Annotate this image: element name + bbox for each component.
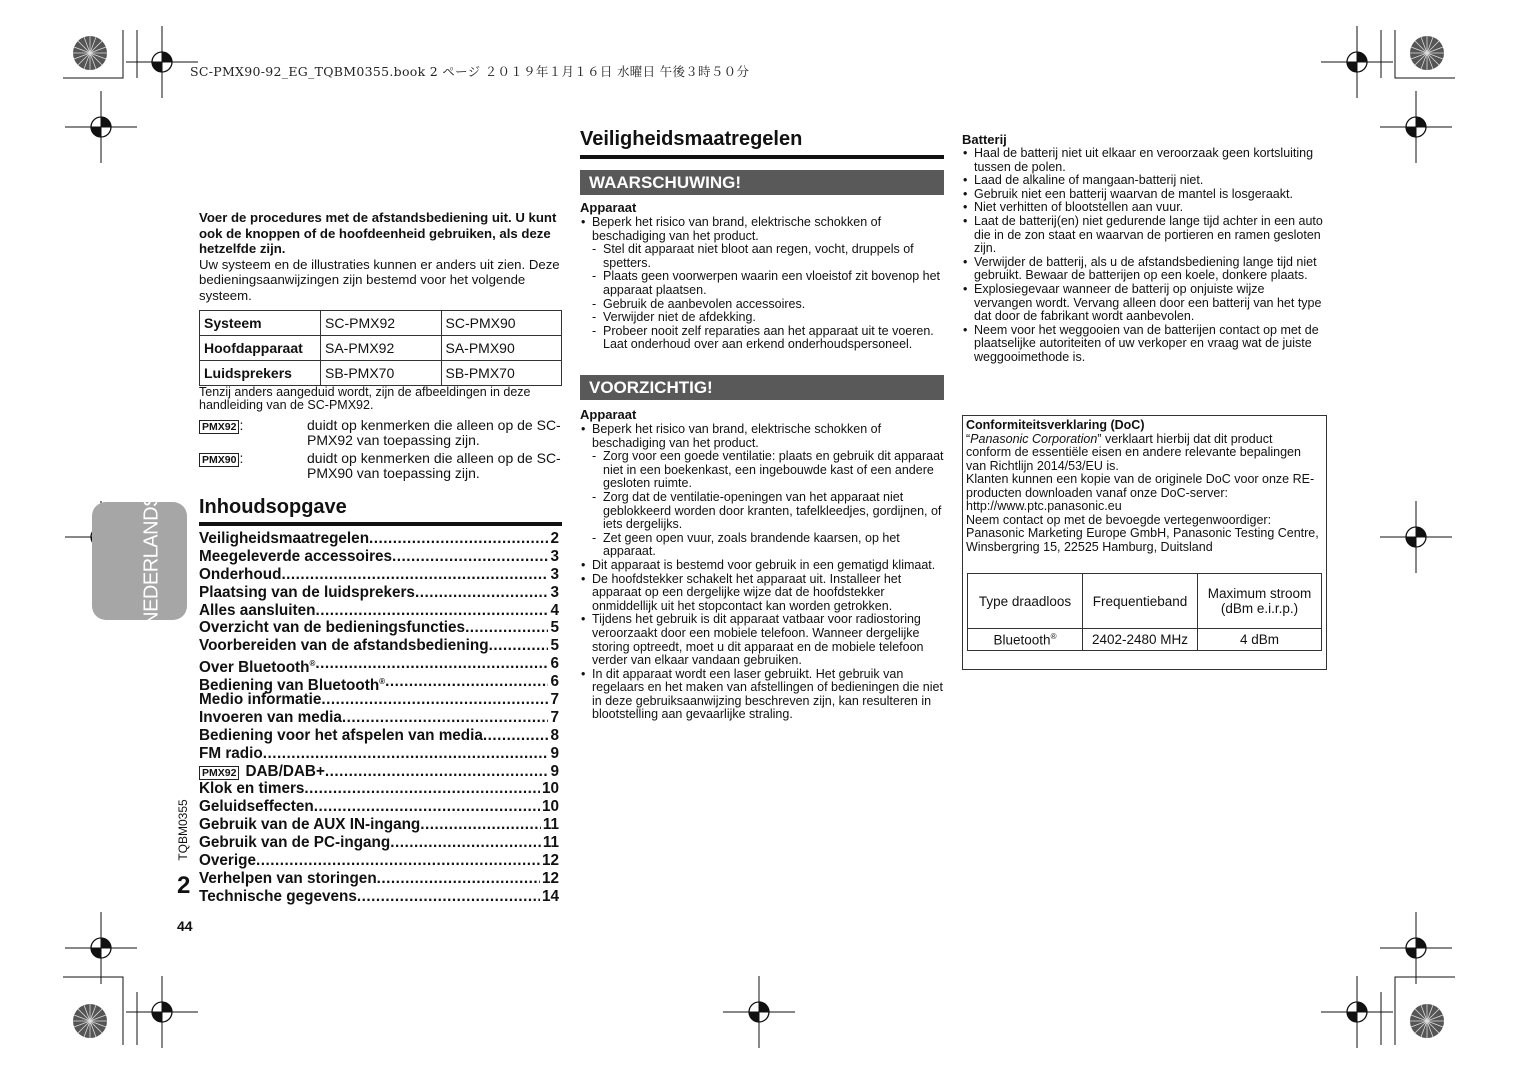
toc-entry-title: [199, 834, 390, 852]
toc-title-text: Veiligheidsmaatregelen: [199, 530, 370, 547]
list-item: - Zorg voor een goede ventilatie: plaats en gebruik dit apparaat niet in een boekenkast, een ingebouwde kast of een andere gesloten ruimte.: [592, 450, 944, 491]
doc-url: http://www.ptc.panasonic.eu: [966, 499, 1122, 513]
list-item: • Explosiegevaar wanneer de batterij op onjuiste wijze vervangen wordt. Vervang alleen door een batterij van het type dat door de fabrikant wordt aanbevolen.: [962, 283, 1324, 324]
table-cell: Systeem: [200, 311, 321, 336]
toc-entry-title: [199, 673, 386, 695]
toc-row: [199, 584, 559, 602]
doc-line1: ” verklaart hierbij dat dit product conform de essentiële eisen en andere relevante bepalingen van Richtlijn 2014/53/EU is.: [966, 431, 1301, 473]
table-cell: Maximum stroom (dBm e.i.r.p.): [1198, 574, 1322, 629]
toc-title-text: Gebruik van de AUX IN-ingang: [199, 816, 421, 834]
list-item: - Verwijder niet de afdekking.: [592, 311, 944, 325]
badge-text: duidt op kenmerken die alleen op de SC-PMX90 van toepassing zijn.: [307, 450, 561, 481]
page-number: 2: [177, 872, 191, 899]
registered-mark: ®: [309, 659, 316, 669]
table-cell: 2402-2480 MHz: [1083, 629, 1198, 651]
toc-entry-title: [199, 691, 321, 709]
badge-text: duidt op kenmerken die alleen op de SC-PMX92 van toepassing zijn.: [307, 417, 561, 448]
list-item: • De hoofdstekker schakelt het apparaat uit. Installeer het apparaat op een dergelijke wijze dat de hoofdstekker onmiddellijk uit het stopcontact kan worden getrokken.: [580, 573, 944, 614]
table-cell: 4 dBm: [1198, 629, 1322, 651]
toc-leader: [489, 637, 549, 655]
toc-leader: [390, 834, 541, 852]
toc-row: [199, 566, 559, 584]
toc-entry-title: [199, 530, 369, 548]
toc-entry-title: [199, 852, 256, 870]
toc-title-text: Onderhoud: [199, 565, 282, 583]
toc-title: Inhoudsopgave: [199, 496, 347, 518]
list-item: • Niet verhitten of blootstellen aan vuur.: [962, 201, 1324, 215]
toc-row: [199, 852, 559, 870]
toc-page-number: 3: [550, 547, 559, 565]
toc-row: [199, 763, 559, 781]
list-item: - Probeer nooit zelf reparaties aan het apparaat uit te voeren. Laat onderhoud over aan erkend onderhoudspersoneel.: [592, 325, 944, 352]
doc-text: [966, 419, 1321, 554]
caution-sublist: [592, 450, 944, 559]
toc-entry-title: [199, 566, 281, 584]
toc-row: [199, 673, 559, 695]
toc-page-number: 5: [550, 619, 559, 637]
cell-text: Bluetooth: [993, 632, 1051, 648]
toc-title-text: Meegeleverde accessoires: [199, 547, 393, 565]
badge-note-pmx90: [199, 451, 561, 481]
toc-page-number: 4: [550, 601, 559, 619]
toc-row: [199, 548, 559, 566]
toc-page-number: 7: [550, 708, 559, 726]
list-item: - Plaats geen voorwerpen waarin een vloeistof zit bovenop het apparaat plaatsen.: [592, 270, 944, 297]
safety-title-divider: [580, 155, 944, 159]
toc-page-number: 6: [550, 655, 559, 673]
table-cell: SC-PMX90: [441, 311, 562, 336]
toc-entry-title: [199, 798, 314, 816]
toc-page-number: 10: [541, 780, 559, 798]
list-item: • Dit apparaat is bestemd voor gebruik in een gematigd klimaat.: [580, 559, 944, 573]
toc-entry-title: [199, 602, 315, 620]
toc-row: [199, 870, 559, 888]
toc-page-number: 9: [550, 744, 559, 762]
table-row: [968, 629, 1322, 651]
doc-title: Conformiteitsverklaring (DoC): [966, 418, 1145, 432]
toc-leader: [304, 780, 540, 798]
warning-subtitle: Apparaat: [580, 200, 637, 215]
toc-page-number: 7: [550, 691, 559, 709]
table-cell: Frequentieband: [1083, 574, 1198, 629]
toc-row: [199, 834, 559, 852]
list-item: - Gebruik de aanbevolen accessoires.: [592, 298, 944, 312]
toc-leader: [415, 584, 549, 602]
system-table: [199, 310, 562, 386]
intro-body: Uw systeem en de illustraties kunnen er anders uit zien. Deze bedieningsaanwijzingen zijn bestemd voor het volgende systeem.: [199, 256, 560, 303]
list-item: - Zet geen open vuur, zoals brandende kaarsen, op het apparaat.: [592, 532, 944, 559]
toc-title-text: Invoeren van media: [199, 708, 342, 726]
badge-colon: :: [239, 417, 244, 433]
toc-page-number: 10: [541, 798, 559, 816]
toc-leader: [392, 548, 548, 566]
toc-leader: [281, 566, 548, 584]
toc-page-number: 3: [550, 565, 559, 583]
list-item: • In dit apparaat wordt een laser gebruikt. Het gebruik van regelaars en het maken van afstellingen of bedieningen die niet in deze gebruiksaanwijzing beschreven zijn, kan resulteren in blootstelling aan gevaarlijke straling.: [580, 668, 944, 722]
toc-leader: [263, 745, 549, 763]
toc-page-number: 12: [541, 852, 559, 870]
toc-title-text: Plaatsing van de luidsprekers: [199, 583, 415, 601]
battery-title: Batterij: [962, 132, 1007, 147]
toc-divider: [199, 522, 562, 526]
toc-title-text: Bediening voor het afspelen van media: [199, 726, 483, 744]
toc-row: [199, 619, 559, 637]
toc-entry-title: [199, 870, 377, 888]
toc-entry-title: [199, 727, 483, 745]
caution-subtitle: Apparaat: [580, 407, 637, 422]
list-item: • Verwijder de batterij, als u de afstandsbediening lange tijd niet gebruikt. Bewaar de batterijen op een koele, donkere plaats.: [962, 256, 1324, 283]
toc-title-text: Verhelpen van storingen: [199, 869, 377, 887]
toc-leader: [315, 602, 548, 620]
page-number-secondary: 44: [177, 918, 193, 934]
toc-row: [199, 780, 559, 798]
table-cell: SC-PMX92: [321, 311, 442, 336]
toc-entry-title: [199, 637, 489, 655]
toc-leader: [357, 888, 540, 906]
toc-page-number: 8: [550, 726, 559, 744]
toc-page-number: 12: [541, 869, 559, 887]
warning-band: WAARSCHUWING!: [580, 170, 944, 195]
list-item: - Stel dit apparaat niet bloot aan regen, vocht, druppels of spetters.: [592, 243, 944, 270]
toc-entry-title: [199, 780, 304, 798]
list-item: • Gebruik niet een batterij waarvan de mantel is losgeraakt.: [962, 188, 1324, 202]
toc-entry-title: [199, 655, 316, 677]
model-badge: PMX90: [199, 453, 239, 467]
toc-page-number: 9: [550, 762, 559, 780]
toc-entry-title: [199, 816, 420, 834]
toc-title-text: Geluidseffecten: [199, 798, 314, 816]
toc-entry-title: [199, 763, 325, 781]
toc-leader: [315, 655, 548, 673]
toc-leader: [465, 619, 548, 637]
toc-row: [199, 745, 559, 763]
toc-row: [199, 691, 559, 709]
warning-sublist: [592, 243, 944, 352]
table-cell: SA-PMX90: [441, 336, 562, 361]
doc-line2: Klanten kunnen een kopie van de originele DoC voor onze RE-producten downloaden vanaf onze DoC-server:: [966, 472, 1315, 500]
toc-entry-title: [199, 619, 465, 637]
toc-page-number: 11: [542, 834, 559, 852]
toc-leader: [256, 852, 540, 870]
table-row: [200, 361, 562, 386]
list-item-text: Beperk het risico van brand, elektrische schokken of beschadiging van het product.: [592, 215, 882, 243]
radio-table: [967, 573, 1322, 651]
toc-entry-title: [199, 584, 415, 602]
toc-row: [199, 637, 559, 655]
toc-title-text: Overige: [199, 852, 256, 870]
toc-row: [199, 709, 559, 727]
list-item: [580, 216, 944, 352]
table-note: Tenzij anders aangeduid wordt, zijn de afbeeldingen in deze handleiding van de SC-PMX92.: [199, 385, 531, 412]
toc-page-number: 5: [550, 637, 559, 655]
toc-leader: [420, 816, 541, 834]
toc-entry-title: [199, 709, 342, 727]
toc-title-text: FM radio: [199, 744, 263, 762]
toc-leader: [377, 870, 540, 888]
toc-title-text: Medio informatie: [199, 691, 322, 709]
warning-list: [580, 216, 944, 352]
registered-mark: ®: [1050, 631, 1057, 641]
list-item: • Laat de batterij(en) niet gedurende lange tijd achter in een auto die in de zon staat en waarvan de portieren en ramen gesloten zijn.: [962, 215, 1324, 256]
toc-page-number: 14: [541, 887, 559, 905]
table-cell: Hoofdapparaat: [200, 336, 321, 361]
doc-company: Panasonic Corporation: [970, 431, 1098, 446]
caution-list: [580, 423, 944, 722]
toc-row: [199, 888, 559, 906]
safety-title: Veiligheidsmaatregelen: [580, 128, 803, 150]
table-cell: [968, 629, 1083, 651]
toc-title-text: Overzicht van de bedieningsfuncties: [199, 619, 466, 637]
list-item: • Tijdens het gebruik is dit apparaat vatbaar voor radiostoring veroorzaakt door een mobiele telefoon. Wanneer dergelijke storing optreedt, moet u dit apparaat en de mobiele telefoon verder van elkaar vandaan gebruiken.: [580, 613, 944, 667]
toc-title-text: Alles aansluiten: [199, 601, 316, 619]
toc-title-text: Over Bluetooth: [199, 659, 310, 677]
toc-row: [199, 530, 559, 548]
toc-row: [199, 655, 559, 677]
toc-page-number: 2: [550, 530, 559, 547]
toc-title-text: Klok en timers: [199, 780, 305, 798]
toc-page-number: 3: [550, 583, 559, 601]
toc-leader: [321, 691, 548, 709]
toc-leader: [342, 709, 549, 727]
list-item: [580, 423, 944, 559]
toc-row: [199, 727, 559, 745]
document-code: TQBM0355: [176, 799, 190, 861]
toc-leader: [385, 673, 548, 691]
toc-title-text: Gebruik van de PC-ingang: [199, 834, 391, 852]
table-row: [200, 336, 562, 361]
toc-title-text: Bediening van Bluetooth: [199, 677, 380, 695]
table-cell: Type draadloos: [968, 574, 1083, 629]
table-cell: SB-PMX70: [321, 361, 442, 386]
doc-paragraph: “Panasonic Corporation” verklaart hierbij dat dit product conform de essentiële eisen en andere relevante bepalingen van Richtlijn 2014/53/EU is.: [966, 431, 1301, 473]
registered-mark: ®: [379, 677, 386, 687]
table-cell: SA-PMX92: [321, 336, 442, 361]
toc-page-number: 11: [542, 816, 559, 834]
toc-page-number: 6: [550, 673, 559, 691]
battery-list: [962, 147, 1324, 365]
table-row: [968, 574, 1322, 629]
list-item: - Zorg dat de ventilatie-openingen van het apparaat niet geblokkeerd worden door kranten, tafelkleedjes, gordijnen, of iets dergelijks.: [592, 491, 944, 532]
toc-title-text: Voorbereiden van de afstandsbediening: [199, 637, 489, 655]
toc-row: [199, 602, 559, 620]
intro-text: [199, 210, 561, 303]
language-tab-label: NEDERLANDS: [140, 494, 163, 626]
toc-row: [199, 798, 559, 816]
badge-colon: :: [239, 450, 244, 466]
toc-title-text: Technische gegevens: [199, 887, 357, 905]
table-of-contents: [199, 530, 559, 906]
table-cell: SB-PMX70: [441, 361, 562, 386]
toc-title-text: DAB/DAB+: [245, 762, 325, 780]
language-side-tab: [92, 502, 187, 620]
file-info-header: SC-PMX90-92_EG_TQBM0355.book 2 ページ ２０１９年１月１６日 水曜日 午後３時５０分: [190, 64, 750, 79]
doc-line3: Neem contact op met de bevoegde vertegenwoordiger: Panasonic Marketing Europe GmbH, Panasonic Testing Centre, Winsbergring 15, 22525 Hamburg, Duitsland: [966, 512, 1319, 554]
list-item: • Haal de batterij niet uit elkaar en veroorzaak geen kortsluiting tussen de polen.: [962, 147, 1324, 174]
list-item-text: Beperk het risico van brand, elektrische schokken of beschadiging van het product.: [592, 422, 882, 450]
intro-bold: Voer de procedures met de afstandsbediening uit. U kunt ook de knoppen of de hoofdeenheid gebruiken, als deze hetzelfde zijn.: [199, 210, 557, 256]
table-cell: Luidsprekers: [200, 361, 321, 386]
toc-entry-title: [199, 888, 357, 906]
toc-row: [199, 816, 559, 834]
model-badge: PMX92: [199, 766, 239, 780]
toc-leader: [483, 727, 549, 745]
toc-entry-title: [199, 548, 392, 566]
list-item: • Neem voor het weggooien van de batterijen contact op met de plaatselijke autoriteiten of uw verkoper en vraag wat de juiste weggooimethode is.: [962, 324, 1324, 365]
model-badge: PMX92: [199, 420, 239, 434]
list-item: • Laad de alkaline of mangaan-batterij niet.: [962, 174, 1324, 188]
toc-leader: [314, 798, 540, 816]
badge-note-pmx92: [199, 418, 561, 448]
toc-entry-title: [199, 745, 263, 763]
table-row: [200, 311, 562, 336]
caution-band: VOORZICHTIG!: [580, 375, 944, 400]
toc-leader: [369, 530, 548, 548]
toc-leader: [325, 763, 549, 781]
